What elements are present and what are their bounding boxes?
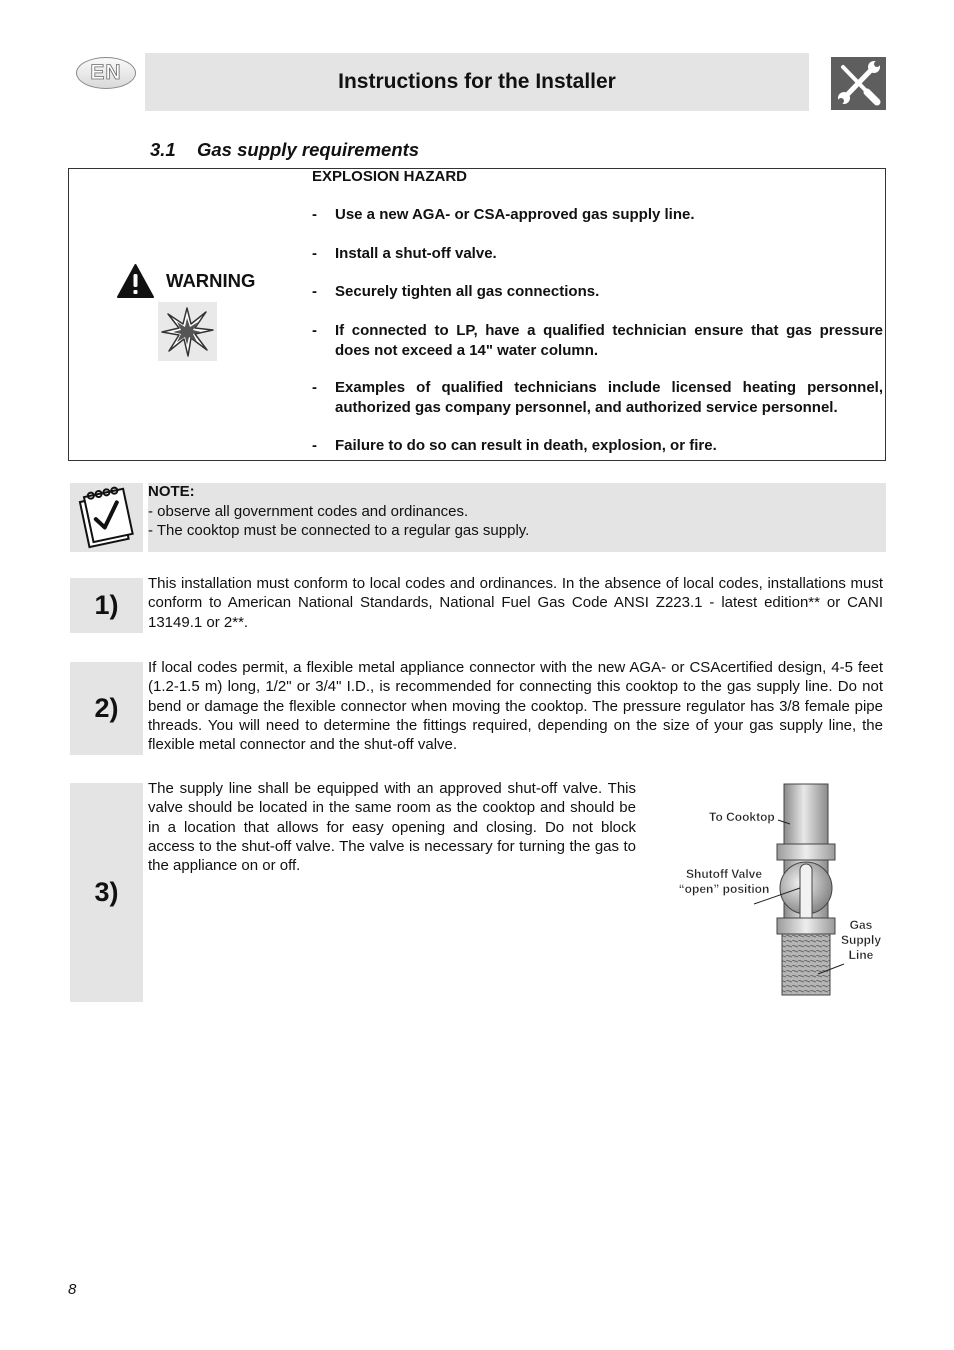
- warning-label: WARNING: [166, 270, 256, 291]
- step-number: 3): [70, 783, 143, 1002]
- hazard-item: - Failure to do so can result in death, explosion, or fire.: [312, 437, 717, 454]
- note-title: NOTE:: [148, 483, 195, 500]
- note-line: - observe all government codes and ordinances.: [148, 502, 469, 520]
- label-to-cooktop: To Cooktop: [709, 810, 775, 824]
- hazard-item: - Examples of qualified technicians include licensed heating personnel, authorized gas company personnel, and authorized service personnel.: [312, 379, 883, 416]
- note-icon: [70, 483, 143, 552]
- language-badge: EN: [76, 57, 136, 89]
- step-number: 1): [70, 578, 143, 633]
- header-bar: [145, 53, 809, 111]
- page-title: Instructions for the Installer: [338, 70, 616, 93]
- label-shutoff-valve: Shutoff Valve “open” position: [678, 867, 770, 896]
- step-text: If local codes permit, a flexible metal appliance connector with the new AGA- or CSAcertified design, 4-5 feet (1.2-1.5 m) long, 1/2" or 3/4" I.D., is recommended for connecting this cooktop to the gas supply line. Do not bend or damage the flexible connector when moving the cooktop. The pressure regulator has 3/8 female pipe threads. You will need to determine the fittings required, depending on the size of your gas supply line, the flexible metal connector and the shut-off valve.: [148, 659, 883, 754]
- step-text: The supply line shall be equipped with an approved shut-off valve. This valve should be located in the same room as the cooktop and should be in a location that allows for easy opening and closing. Do not block access to the shut-off valve. The valve is necessary for turning the gas to the appliance on or off.: [148, 780, 636, 875]
- warning-triangle-icon: [117, 264, 154, 298]
- hazard-title: EXPLOSION HAZARD: [312, 168, 468, 185]
- section-heading: Gas supply requirements: [197, 139, 420, 160]
- explosion-icon: [158, 302, 217, 361]
- label-gas-supply-line: Gas Supply Line: [840, 918, 881, 962]
- hazard-item: - Install a shut-off valve.: [312, 245, 497, 262]
- hazard-item: - If connected to LP, have a qualified technician ensure that gas pressure does not exceed a 14" water column.: [312, 322, 883, 359]
- tools-icon: [831, 57, 886, 110]
- step-number: 2): [70, 662, 143, 755]
- page-number: 8: [68, 1281, 77, 1298]
- step-text: This installation must conform to local codes and ordinances. In the absence of local codes, installations must conform to American National Standards, National Fuel Gas Code ANSI Z223.1 - latest edition** or CANI 13149.1 or 2**.: [148, 575, 883, 631]
- section-number: 3.1: [150, 139, 176, 160]
- hazard-item: - Use a new AGA- or CSA-approved gas supply line.: [312, 206, 695, 223]
- hazard-item: - Securely tighten all gas connections.: [312, 283, 600, 300]
- note-line: - The cooktop must be connected to a regular gas supply.: [148, 522, 530, 539]
- note-box: [148, 483, 886, 552]
- section-title: [150, 139, 419, 161]
